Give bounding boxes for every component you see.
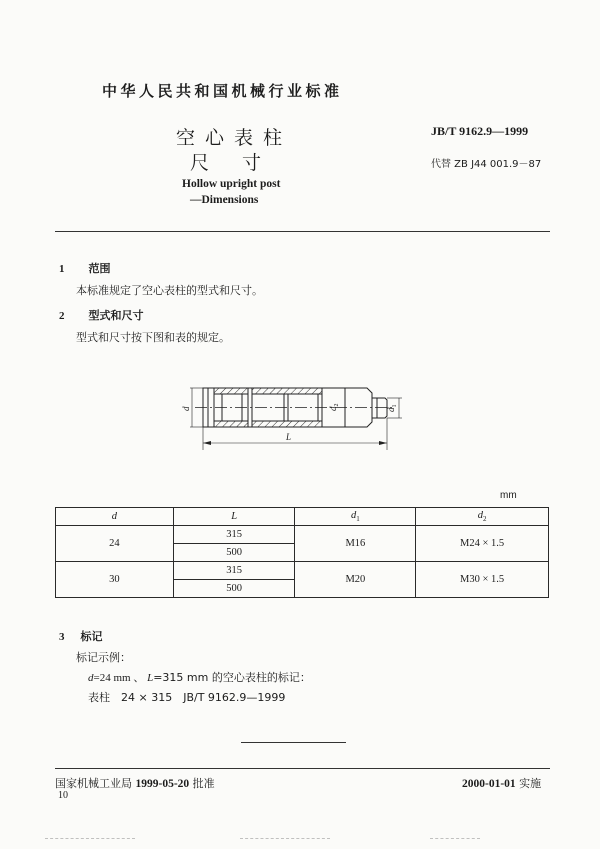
scan-artifact <box>240 838 330 842</box>
dimension-table <box>55 507 549 598</box>
effective-info: 2000-01-01 实施 <box>462 777 542 790</box>
footer-divider <box>55 768 550 769</box>
table-header-row <box>56 508 549 526</box>
unit-label: mm <box>500 490 517 501</box>
header-d: d <box>56 508 174 526</box>
section-title: 范围 <box>88 262 111 275</box>
scan-artifact <box>430 838 480 842</box>
marking-example-desc: d=24 mm 、 L=315 mm 的空心表柱的标记： <box>88 671 311 684</box>
dim-label-d2: $d_2$ <box>328 403 340 411</box>
section-1-heading <box>59 259 111 277</box>
issuing-body: 中华人民共和国机械行业标准 <box>102 82 343 100</box>
section-title: 型式和尺寸 <box>88 309 144 322</box>
cell-L: 500 <box>173 580 295 598</box>
section-2-heading <box>59 306 144 324</box>
header-L: L <box>173 508 295 526</box>
end-of-text-line <box>241 742 346 743</box>
cell-d: 30 <box>56 562 174 598</box>
section-2-text: 型式和尺寸按下图和表的规定。 <box>76 331 230 344</box>
section-title: 标记 <box>80 630 103 643</box>
header-d1: $d_1$ <box>295 508 416 526</box>
section-3-heading <box>59 627 103 645</box>
cell-L: 315 <box>173 526 295 544</box>
cell-L: 315 <box>173 562 295 580</box>
section-1-text: 本标准规定了空心表柱的型式和尺寸。 <box>76 284 263 297</box>
dim-label-d: d <box>181 406 191 411</box>
header-divider <box>55 231 550 232</box>
page-number: 10 <box>58 790 68 801</box>
scan-artifact <box>45 838 135 842</box>
cell-d2: M30 × 1.5 <box>416 562 549 598</box>
dim-label-L: L <box>286 432 292 442</box>
title-cn-line1: 空心表柱 <box>176 127 293 149</box>
replaces-note: 代替 ZB J44 001.9－87 <box>431 159 542 170</box>
standard-code: JB/T 9162.9—1999 <box>431 124 529 138</box>
marking-example-value: 表柱 24 × 315 JB/T 9162.9—1999 <box>88 691 286 704</box>
cell-d: 24 <box>56 526 174 562</box>
cell-d1: M20 <box>295 562 416 598</box>
section-number: 3 <box>59 631 65 643</box>
table-row <box>56 562 549 580</box>
cell-d2: M24 × 1.5 <box>416 526 549 562</box>
section-number: 2 <box>59 310 65 322</box>
table-row <box>56 526 549 544</box>
cell-L: 500 <box>173 544 295 562</box>
section-number: 1 <box>59 263 65 275</box>
dim-label-d1: $d_1$ <box>386 404 398 412</box>
title-en-line2: —Dimensions <box>190 194 259 206</box>
header-d2: $d_2$ <box>416 508 549 526</box>
title-cn-line2: 尺寸 <box>190 152 295 174</box>
marking-example-label: 标记示例： <box>76 651 131 664</box>
cell-d1: M16 <box>295 526 416 562</box>
hollow-post-drawing <box>180 370 420 460</box>
approval-info: 国家机械工业局 1999-05-20 批准 <box>55 777 215 790</box>
title-en-line1: Hollow upright post <box>182 178 281 190</box>
